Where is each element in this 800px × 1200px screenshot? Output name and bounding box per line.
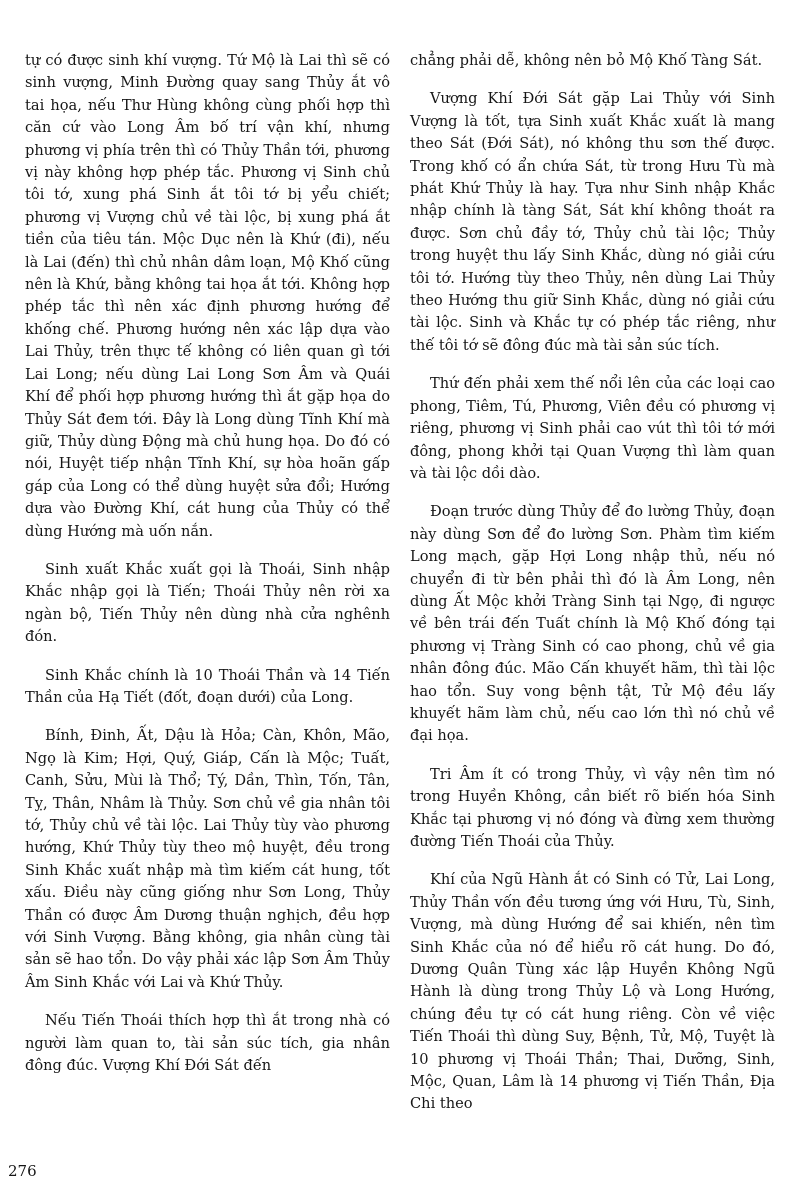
paragraph: Đoạn trước dùng Thủy để đo lường Thủy, đoạn này dùng Sơn để đo lường Sơn. Phàm tìm kiếm Long mạch, gặp Hợi Long nhập thủ, nếu nó chuyển đi từ bên phải thì đó là Âm Long, nên dùng Ất Mộc khởi Tràng Sinh tại Ngọ, đi ngược về bên trái đến Tuất chính là Mộ Khố đóng tại phương vị Tràng Sinh có cao phong, chủ về gia nhân đông đúc. Mão Cấn khuyết hãm, thì tài lộc hao tổn. Suy vong bệnh tật, Tử Mộ đều lấy khuyết hãm làm chủ, nếu cao lớn thì nó chủ về đại họa. [410,503,775,745]
paragraph: Sinh xuất Khắc xuất gọi là Thoái, Sinh nhập Khắc nhập gọi là Tiến; Thoái Thủy nên rời xa ngàn bộ, Tiến Thủy nên dùng nhà cửa nghênh đón. [25,560,390,646]
paragraph: Sinh Khắc chính là 10 Thoái Thần và 14 Tiến Thần của Hạ Tiết (đốt, đoạn dưới) của Long. [25,666,390,706]
paragraph: Thứ đến phải xem thế nổi lên của các loại cao phong, Tiêm, Tú, Phương, Viên đều có phương vị riêng, phương vị Sinh phải cao vút thì tôi tớ mới đông, phong khởi tại Quan Vượng thì làm quan và tài lộc dồi dào. [410,375,775,482]
left-column [25,50,390,1093]
paragraph: Vượng Khí Đới Sát gặp Lai Thủy với Sinh Vượng là tốt, tựa Sinh xuất Khắc xuất là mang theo Sát (Đới Sát), nó không thu sơn thế được. Trong khố có ẩn chứa Sát, từ trong Hưu Tù mà phát Khứ Thủy là hay. Tựa như Sinh nhập Khắc nhập chính là tàng Sát, Sát khí không thoát ra được. Sơn chủ đầy tớ, Thủy chủ tài lộc; Thủy trong huyệt thu lấy Sinh Khắc, dùng nó giải cứu tôi tớ. Hướng tùy theo Thủy, nên dùng Lai Thủy theo Hướng thu giữ Sinh Khắc, dùng nó giải cứu tài lộc. Sinh và Khắc tự có phép tắc riêng, như thế tôi tớ sẽ đông đúc mà tài sản súc tích. [410,90,775,354]
page-number: 276 [8,1162,37,1180]
paragraph: Bính, Đinh, Ất, Dậu là Hỏa; Càn, Khôn, Mão, Ngọ là Kim; Hợi, Quý, Giáp, Cấn là Mộc; Tuất, Canh, Sửu, Mùi là Thổ; Tý, Dần, Thìn, Tốn, Tân, Tỵ, Thân, Nhâm là Thủy. Sơn chủ về gia nhân tôi tớ, Thủy chủ về tài lộc. Lai Thủy tùy vào phương hướng, Khứ Thủy tùy theo mộ huyệt, đều trong Sinh Khắc xuất nhập mà tìm kiếm cát hung, tốt xấu. Điều này cũng giống như Sơn Long, Thủy Thần có được Âm Dương thuận nghịch, đều hợp với Sinh Vượng. Bằng không, gia nhân cùng tài sản sẽ hao tổn. Do vậy phải xác lập Sơn Âm Thủy Âm Sinh Khắc với Lai và Khứ Thủy. [25,727,390,991]
paragraph: Khí của Ngũ Hành ắt có Sinh có Tử, Lai Long, Thủy Thần vốn đều tương ứng với Hưu, Tù, Sinh, Vượng, mà dùng Hướng để sai khiến, nên tìm Sinh Khắc của nó để hiểu rõ cát hung. Do đó, Dương Quân Tùng xác lập Huyền Không Ngũ Hành là dùng trong Thủy Lộ và Long Hướng, chúng đều tự có cát hung riêng. Còn về việc Tiến Thoái thì dùng Suy, Bệnh, Tử, Mộ, Tuyệt là 10 phương vị Thoái Thần; Thai, Dưỡng, Sinh, Mộc, Quan, Lâm là 14 phương vị Tiến Thần, Địa Chi theo [410,871,775,1113]
paragraph: tự có được sinh khí vượng. Tứ Mộ là Lai thì sẽ có sinh vượng, Minh Đường quay sang Thủy ắt vô tai họa, nếu Thư Hùng không cùng phối hợp thì căn cứ vào Long Âm bố trí vận khí, nhưng phương vị phía trên thì có Thủy Thần tới, phương vị này không hợp phép tắc. Phương vị Sinh chủ tôi tớ, xung phá Sinh ắt tôi tớ bị yểu chiết; phương vị Vượng chủ về tài lộc, bị xung phá ắt tiền của tiêu tán. Mộc Dục nên là Khứ (đi), nếu là Lai (đến) thì chủ nhân dâm loạn, Mộ Khố cũng nên là Khứ, bằng không tai họa ắt tới. Không hợp phép tắc thì nên xác định phương hướng để khống chế. Phương hướng nên xác lập dựa vào Lai Thủy, trên thực tế không có liên quan gì tới Lai Long; nếu dùng Lai Long Sơn Âm và Quái Khí để phối hợp phương hướng thì ắt gặp họa do Thủy Sát đem tới. Đây là Long dùng Tĩnh Khí mà giữ, Thủy dùng Động mà chủ hung họa. Do đó có nói, Huyệt tiếp nhận Tĩnh Khí, sự hòa hoãn gấp gáp của Long có thể dùng huyệt sửa đổi; Hướng dựa vào Đường Khí, cát hung của Thủy có thể dùng Hướng mà uốn nắn. [25,52,390,540]
paragraph: Tri Âm ít có trong Thủy, vì vậy nên tìm nó trong Huyền Không, cần biết rõ biến hóa Sinh Khắc tại phương vị nó đóng và đừng xem thường đường Tiến Thoái của Thủy. [410,765,775,850]
right-column [410,50,775,1132]
paragraph: Nếu Tiến Thoái thích hợp thì ắt trong nhà có người làm quan to, tài sản súc tích, gia nhân đông đúc. Vượng Khí Đới Sát đến [25,1012,390,1075]
paragraph: chẳng phải dễ, không nên bỏ Mộ Khố Tàng Sát. [410,52,763,69]
